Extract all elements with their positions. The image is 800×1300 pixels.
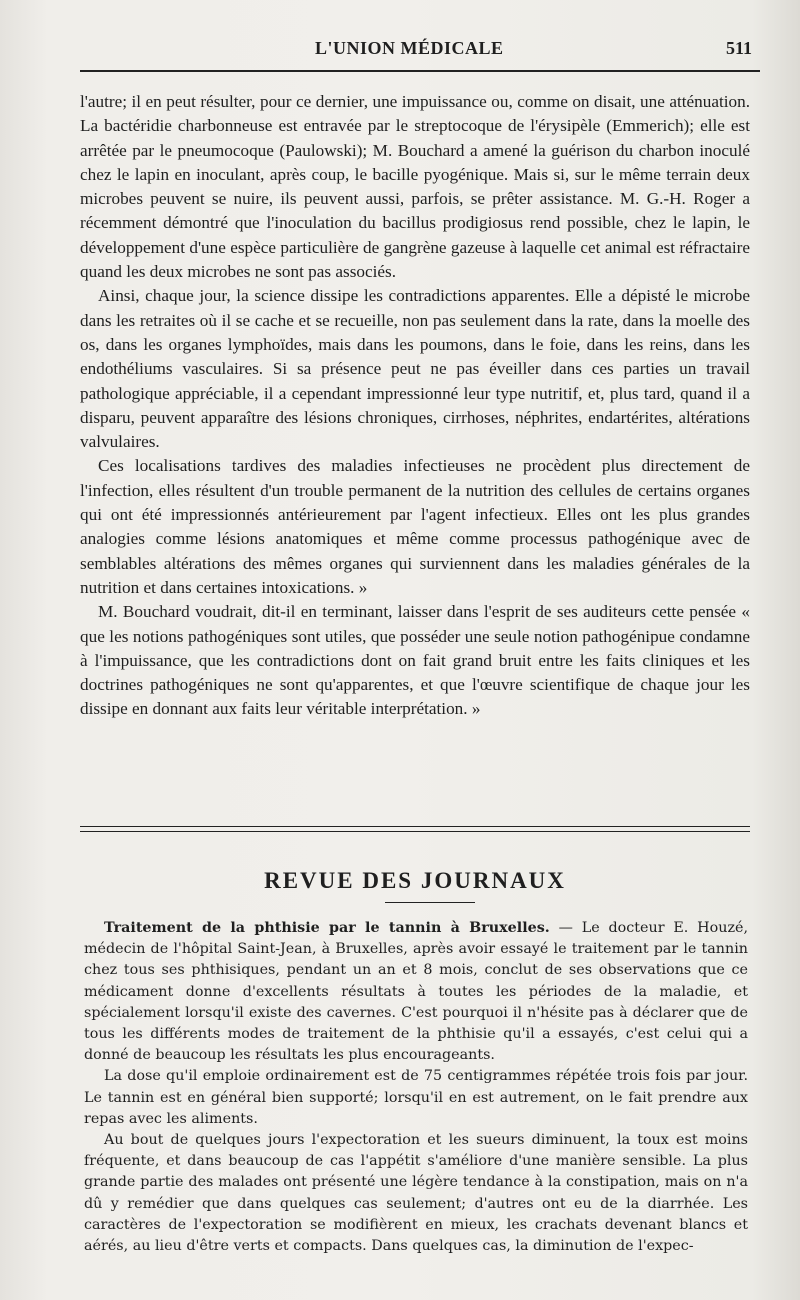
article-intro: — Le docteur E. Houzé, médecin de l'hôpital Saint-Jean, à Bruxelles, après avoir essayé le traitement par le tannin chez tous ses phthisiques, pendant un an et 8 mois, conclut de ses observations que ce médicament donne d'excellents résultats à toutes les périodes de la maladie, et spécialement lorsqu'il existe des cavernes. C'est pourquoi il n'hésite pas à déclarer que de tous les différents modes de traitement de la phthisie qu'il a essayés, c'est celui qui a donné de beaucoup les résultats les plus encourageants. <box>84 920 749 1064</box>
journal-review <box>84 918 748 1257</box>
page-header <box>80 38 752 64</box>
header-rule <box>80 70 760 72</box>
section-title: REVUE DES JOURNAUX <box>264 868 566 893</box>
review-paragraph: Au bout de quelques jours l'expectoration et les sueurs diminuent, la toux est moins fréquente, et dans beaucoup de cas l'appétit s'améliore d'une manière sensible. La plus grande partie des malades ont présenté une légère tendance à la constipation, mais on n'a dû y remédier que dans quelques cas seulement; d'autres ont eu de la diarrhée. Les caractères de l'expectoration se modifièrent en mieux, les crachats devenant blancs et aérés, au lieu d'être verts et compacts. Dans quelques cas, la diminution de l'expec- <box>84 1132 748 1255</box>
paragraph: l'autre; il en peut résulter, pour ce dernier, une impuissance ou, comme on disait, une atténuation. La bactéridie charbonneuse est entravée par le streptocoque de l'érysipèle (Emmerich); elle est arrêtée par le pneumocoque (Paulowski); M. Bouchard a amené la guérison du charbon inoculé chez le lapin en inoculant, après coup, le bacille pyogénique. Mais si, sur le même terrain deux microbes peuvent se nuire, ils peuvent aussi, parfois, se prêter assistance. M. G.-H. Roger a récemment démontré que l'inoculation du bacillus prodigiosus rend possible, chez le lapin, le développement d'une espèce particulière de gangrène gazeuse à laquelle cet animal est réfractaire quand les deux microbes ne sont pas associés. <box>80 92 750 282</box>
article-title: Traitement de la phthisie par le tannin à Bruxelles. <box>104 920 550 936</box>
main-text <box>80 90 750 722</box>
paragraph: M. Bouchard voudrait, dit-il en terminant, laisser dans l'esprit de ses auditeurs cette pensée « que les notions pathogéniques sont utiles, que posséder une seule notion pathogénipue condamne à l'impuissance, que les contradictions dont on fait grand bruit entre les faits cliniques et les doctrines pathogéniques ne sont qu'apparentes, et que l'œuvre scientifique de chaque jour les dissipe en donnant aux faits leur véritable interprétation. » <box>80 602 750 719</box>
paragraph: Ces localisations tardives des maladies infectieuses ne procèdent plus directement de l'infection, elles résultent d'un trouble permanent de la nutrition des cellules de certains organes qui ont été impressionnés antérieurement par l'agent infectieux. Elles ont les plus grandes analogies comme lésions anatomiques et même comme processus pathogénique avec de semblables altérations des mêmes organes qui surviennent dans les maladies générales de la nutrition et dans certaines intoxications. » <box>80 456 750 597</box>
page-number: 511 <box>725 38 752 58</box>
review-paragraph <box>84 918 748 1066</box>
section-underline <box>385 902 475 903</box>
paragraph: Ainsi, chaque jour, la science dissipe les contradictions apparentes. Elle a dépisté le microbe dans les retraites où il se cache et se recueille, non pas seulement dans la rate, dans la moelle des os, dans les organes lymphoïdes, mais dans les poumons, dans le foie, dans les reins, dans les endothéliums vasculaires. Si sa présence peut ne pas éveiller dans ces parties un travail pathologique appréciable, il a cependant impressionné leur type nutritif, et, plus tard, quand il a disparu, peuvent apparaître des lésions chroniques, cirrhoses, néphrites, endartérites, altérations valvulaires. <box>80 286 750 452</box>
section-divider <box>80 826 750 832</box>
review-paragraph: La dose qu'il emploie ordinairement est de 75 centigrammes répétée trois fois par jour. Le tannin est en général bien supporté; lorsqu'il en est autrement, on le fait prendre aux repas avec les aliments. <box>84 1068 748 1127</box>
running-title: L'UNION MÉDICALE <box>315 38 504 58</box>
